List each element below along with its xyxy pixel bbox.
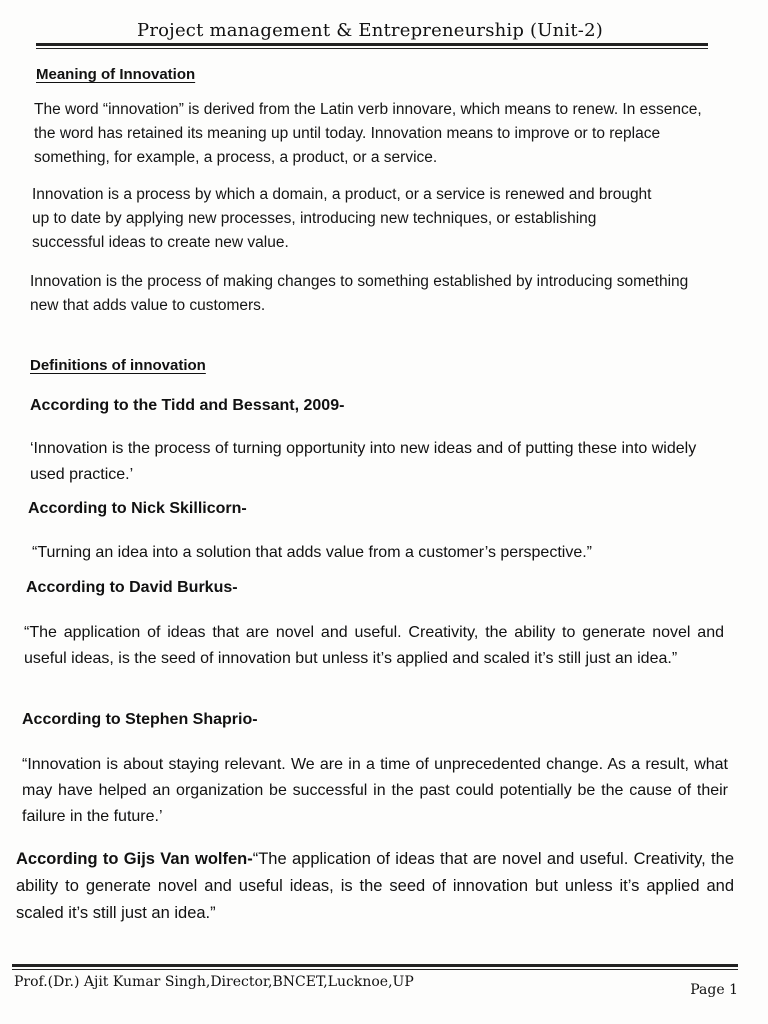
footer-page-number: Page 1 (690, 982, 738, 998)
footer-rule-thick (12, 964, 738, 967)
definition-source-tidd-bessant: According to the Tidd and Bessant, 2009- (30, 397, 345, 414)
meaning-heading: Meaning of Innovation (36, 66, 196, 83)
definition-quote-skillicorn: “Turning an idea into a solution that adds value from a customer’s perspective.” (32, 544, 592, 561)
meaning-paragraph-1: The word “innovation” is derived from the Latin verb innovare, which means to renew. In essence, the word has retained its meaning up until today. Innovation means to improve or to replace something, for example, a process, a product, or a service. (34, 101, 702, 166)
definition-quote-shaprio: “Innovation is about staying relevant. We are in a time of unprecedented change. As a result, what may have helped an organization be successful in the past could potentially be the cause of their failure in the future.’ (22, 756, 728, 825)
header-rule-thin (36, 48, 708, 49)
meaning-paragraph-3: Innovation is the process of making changes to something established by introducing something new that adds value to customers. (30, 273, 689, 314)
definition-quote-tidd-bessant: ‘Innovation is the process of turning opportunity into new ideas and of putting these into widely used practice.’ (30, 440, 697, 483)
definition-van-wolfen (16, 846, 734, 927)
header-rule-thick (36, 43, 708, 46)
definition-source-van-wolfen: According to Gijs Van wolfen- (16, 850, 253, 868)
definition-source-burkus: According to David Burkus- (26, 579, 238, 596)
definition-source-shaprio: According to Stephen Shaprio- (22, 711, 258, 728)
footer-rule-thin (12, 969, 738, 970)
definition-quote-burkus: “The application of ideas that are novel and useful. Creativity, the ability to generate novel and useful ideas, is the seed of innovation but unless it’s applied and scaled it’s still just an idea.” (24, 624, 724, 667)
definition-source-skillicorn: According to Nick Skillicorn- (28, 500, 247, 517)
meaning-paragraph-2: Innovation is a process by which a domain, a product, or a service is renewed and brought up to date by applying new processes, introducing new techniques, or establishing successful ideas to create new value. (32, 186, 652, 251)
definition-quote-van-wolfen: “The application of ideas that are novel and useful. Creativity, the ability to generate novel and useful ideas, is the seed of innovation but unless it’s applied and scaled it’s still just an idea.” (16, 850, 734, 922)
page-header-title: Project management & Entrepreneurship (Unit-2) (137, 20, 603, 41)
footer-author: Prof.(Dr.) Ajit Kumar Singh,Director,BNCET,Lucknoe,UP (14, 974, 414, 990)
definitions-heading: Definitions of innovation (30, 357, 206, 374)
